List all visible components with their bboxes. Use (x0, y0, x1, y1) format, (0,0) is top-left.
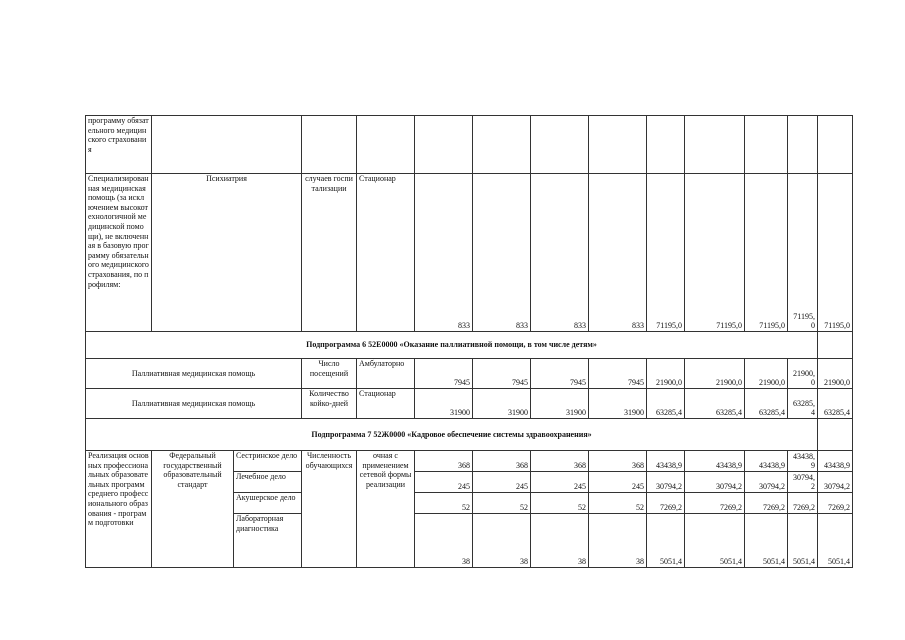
table-row (86, 451, 853, 472)
finance-cell: 7269,2 (685, 493, 745, 514)
volume-cell: 368 (473, 451, 531, 472)
finance-cell: 30794,2 (685, 472, 745, 493)
finance-cell: 7269,2 (788, 493, 818, 514)
volume-cell: 7945 (415, 359, 473, 389)
empty-cell (818, 332, 853, 359)
condition-cell: Амбулаторно (357, 359, 415, 389)
table-row (86, 174, 853, 332)
unit-cell: Численность обучающихся (302, 451, 357, 568)
specialty-cell: Акушерское дело (234, 493, 302, 514)
finance-cell: 21900,0 (745, 359, 788, 389)
finance-cell: 63285,4 (647, 389, 685, 419)
volume-cell: 833 (531, 174, 589, 332)
empty-cell (473, 116, 531, 174)
volume-cell: 52 (415, 493, 473, 514)
volume-cell: 31900 (473, 389, 531, 419)
empty-cell (357, 116, 415, 174)
finance-cell: 63285,4 (745, 389, 788, 419)
volume-cell: 38 (415, 514, 473, 568)
volume-cell: 31900 (415, 389, 473, 419)
table-row (86, 419, 853, 451)
profile-name: Психиатрия (152, 174, 302, 332)
table-row (86, 359, 853, 389)
volume-cell: 52 (531, 493, 589, 514)
volume-cell: 245 (473, 472, 531, 493)
volume-cell: 31900 (589, 389, 647, 419)
finance-cell: 71195,0 (818, 174, 853, 332)
finance-cell: 43438,9 (647, 451, 685, 472)
budget-table (85, 115, 853, 568)
empty-cell (685, 116, 745, 174)
finance-cell: 63285,4 (788, 389, 818, 419)
empty-cell (745, 116, 788, 174)
empty-cell (531, 116, 589, 174)
condition-cell: Стационар (357, 389, 415, 419)
volume-cell: 368 (531, 451, 589, 472)
volume-cell: 833 (473, 174, 531, 332)
finance-cell: 71195,0 (745, 174, 788, 332)
empty-cell (818, 116, 853, 174)
volume-cell: 368 (589, 451, 647, 472)
empty-cell (302, 116, 357, 174)
row-description: Паллиативная медицинская помощь (86, 389, 302, 419)
finance-cell: 21900,0 (788, 359, 818, 389)
table-row (86, 116, 853, 174)
specialty-cell: Сестринское дело (234, 451, 302, 472)
row-description: Специализированная медицинская помощь (за исключением высокотехнологичной медицинской помощи), не включенная в базовую программу обязательного медицинского страхования, по профилям: (86, 174, 152, 332)
finance-cell: 63285,4 (818, 389, 853, 419)
subprogram-header: Подпрограмма 6 52Е0000 «Оказание паллиативной помощи, в том числе детям» (86, 332, 818, 359)
volume-cell: 31900 (531, 389, 589, 419)
volume-cell: 368 (415, 451, 473, 472)
volume-cell: 245 (531, 472, 589, 493)
finance-cell: 43438,9 (685, 451, 745, 472)
finance-cell: 30794,2 (788, 472, 818, 493)
volume-cell: 7945 (589, 359, 647, 389)
finance-cell: 63285,4 (685, 389, 745, 419)
finance-cell: 30794,2 (818, 472, 853, 493)
empty-cell (589, 116, 647, 174)
finance-cell: 43438,9 (818, 451, 853, 472)
empty-cell (415, 116, 473, 174)
empty-cell (152, 116, 302, 174)
volume-cell: 245 (589, 472, 647, 493)
volume-cell: 52 (589, 493, 647, 514)
finance-cell: 21900,0 (647, 359, 685, 389)
finance-cell: 71195,0 (685, 174, 745, 332)
volume-cell: 7945 (531, 359, 589, 389)
volume-cell: 38 (589, 514, 647, 568)
condition-cell: очная с применением сетевой формы реализации (357, 451, 415, 568)
unit-cell: Число посещений (302, 359, 357, 389)
volume-cell: 833 (589, 174, 647, 332)
table-row (86, 389, 853, 419)
finance-cell: 71195,0 (647, 174, 685, 332)
finance-cell: 30794,2 (745, 472, 788, 493)
finance-cell: 71195,0 (788, 174, 818, 332)
volume-cell: 52 (473, 493, 531, 514)
finance-cell: 7269,2 (745, 493, 788, 514)
finance-cell: 43438,9 (745, 451, 788, 472)
finance-cell: 7269,2 (647, 493, 685, 514)
row-description: Паллиативная медицинская помощь (86, 359, 302, 389)
row-description: Реализация основных профессиональных образовательных программ среднего профессионального образования - программ подготовки (86, 451, 152, 568)
finance-cell: 5051,4 (745, 514, 788, 568)
finance-cell: 5051,4 (818, 514, 853, 568)
volume-cell: 7945 (473, 359, 531, 389)
empty-cell (788, 116, 818, 174)
unit-cell: Количество койко-дней (302, 389, 357, 419)
volume-cell: 38 (531, 514, 589, 568)
finance-cell: 30794,2 (647, 472, 685, 493)
volume-cell: 245 (415, 472, 473, 493)
table-row (86, 332, 853, 359)
unit-cell: случаев госпитализации (302, 174, 357, 332)
standard-cell: Федеральный государственный образовательный стандарт (152, 451, 234, 568)
volume-cell: 38 (473, 514, 531, 568)
finance-cell: 5051,4 (647, 514, 685, 568)
volume-cell: 833 (415, 174, 473, 332)
finance-cell: 5051,4 (788, 514, 818, 568)
row-description: программу обязательного медицинского страхования (86, 116, 152, 174)
condition-cell: Стационар (357, 174, 415, 332)
subprogram-header: Подпрограмма 7 52Ж0000 «Кадровое обеспечение системы здравоохранения» (86, 419, 818, 451)
specialty-cell: Лечебное дело (234, 472, 302, 493)
finance-cell: 7269,2 (818, 493, 853, 514)
finance-cell: 21900,0 (818, 359, 853, 389)
finance-cell: 21900,0 (685, 359, 745, 389)
empty-cell (647, 116, 685, 174)
finance-cell: 43438,9 (788, 451, 818, 472)
empty-cell (818, 419, 853, 451)
specialty-cell: Лабораторная диагностика (234, 514, 302, 568)
finance-cell: 5051,4 (685, 514, 745, 568)
